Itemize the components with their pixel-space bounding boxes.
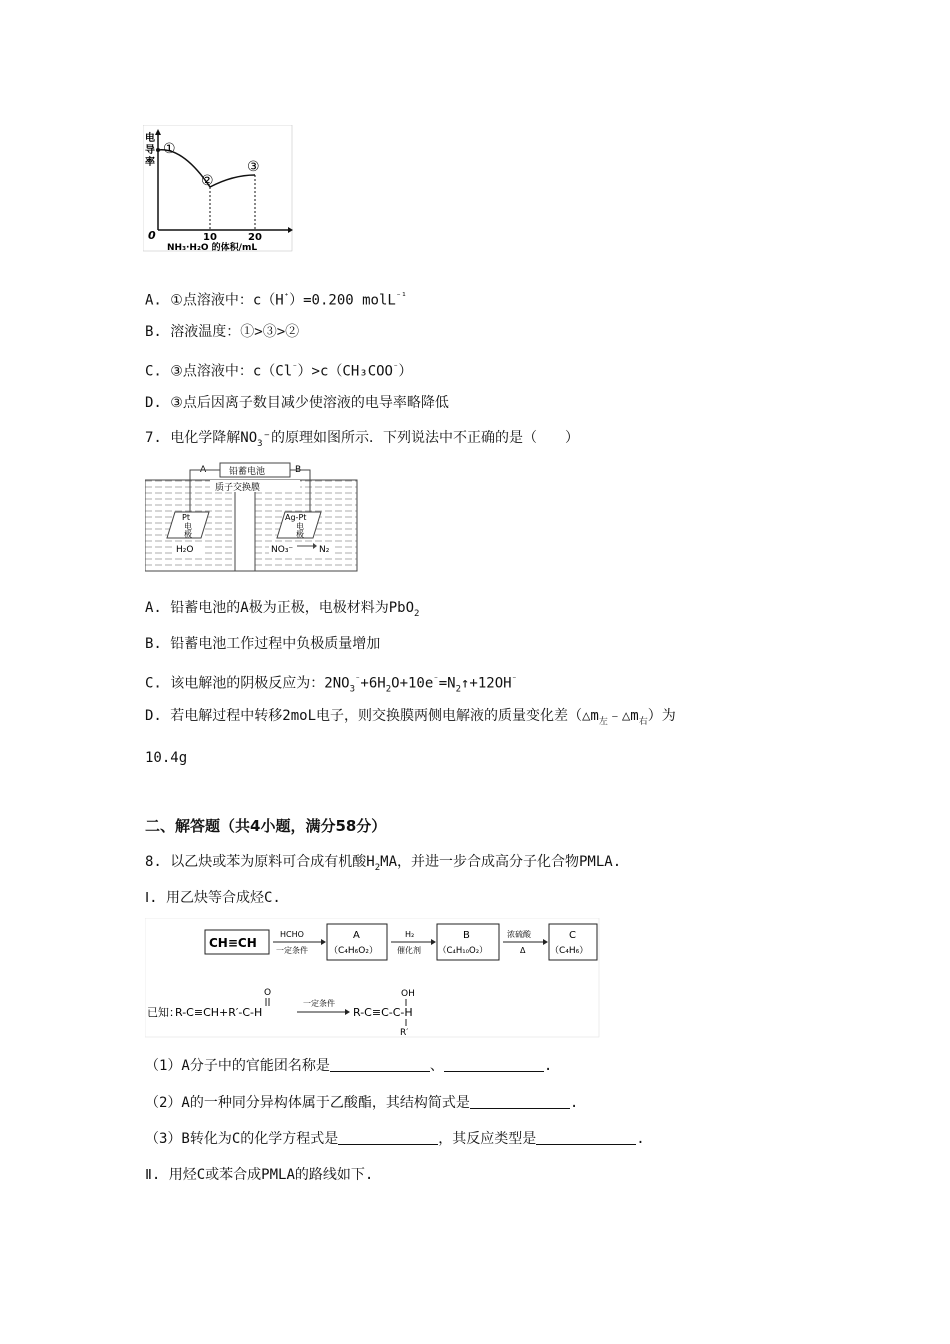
answer-blank[interactable] <box>330 1057 430 1072</box>
section-2-title: 二、解答题（共4小题，满分58分） <box>145 817 387 835</box>
agpt-electrode-label: Ag-Pt <box>285 513 307 522</box>
known-r-prime: R′ <box>400 1028 409 1038</box>
conductivity-figure <box>143 125 293 252</box>
terminal-b-label: B <box>295 465 302 475</box>
known-oh: OH <box>401 989 415 999</box>
x-tick-10: 10 <box>203 232 217 243</box>
q7-option-c: C. 该电解池的阴极反应为：$2NO_3^{^-}+6H_2O+10e^{^-}=N_2↑+12OH^{^-}$ <box>145 675 517 695</box>
electrolysis-figure <box>145 460 358 572</box>
n2-label: N₂ <box>319 545 330 555</box>
agpt-electrode-label-2: 电 <box>296 522 304 531</box>
no3-label: NO₃⁻ <box>271 545 294 555</box>
q8-part2: Ⅱ. 用烃C或苯合成PMLA的路线如下. <box>145 1167 374 1183</box>
step1-reagent: HCHO <box>280 930 304 939</box>
point-label-1: ① <box>163 141 176 157</box>
box-a-label: A <box>353 930 360 941</box>
box-c-label: C <box>569 930 576 941</box>
known-condition: 一定条件 <box>303 999 335 1008</box>
q7-option-b: B. 铅蓄电池工作过程中负极质量增加 <box>145 636 381 652</box>
q8-sub1: （1）A分子中的官能团名称是 、 . <box>145 1058 553 1074</box>
answer-blank[interactable] <box>338 1130 438 1145</box>
answer-blank[interactable] <box>444 1057 544 1072</box>
step1-condition: 一定条件 <box>276 946 308 955</box>
box-b-label: B <box>463 930 470 941</box>
q7-option-d-cont: 10.4g <box>145 750 188 766</box>
box-c-formula: （C₄H₆） <box>550 946 589 956</box>
q7-stem: 7. 电化学降解$NO_3^-$的原理如图所示．下列说法中不正确的是（ ） <box>145 430 580 449</box>
q6-option-a: A. ①点溶液中：c（H⁺）=0.200 molL$^{^{-1}}$ <box>145 292 407 309</box>
q6-option-d: D. ③点后因离子数目减少使溶液的电导率略降低 <box>145 395 449 411</box>
terminal-a-label: A <box>200 465 207 475</box>
battery-label: 铅蓄电池 <box>229 467 266 477</box>
origin-label: 0 <box>148 229 156 242</box>
known-carbonyl-o: O <box>264 988 272 998</box>
box-b-formula: （C₄H₁₀O₂） <box>438 946 488 956</box>
q6-option-b: B. 溶液温度：①>③>② <box>145 324 300 340</box>
x-tick-20: 20 <box>248 232 262 243</box>
pt-electrode-label-3: 极 <box>184 530 192 539</box>
y-axis-label-3: 率 <box>145 157 155 168</box>
known-label: 已知： <box>147 1006 180 1019</box>
q6-option-c: C. ③点溶液中：c（Cl⁻）>c（CH₃COO⁻） <box>145 363 413 380</box>
pt-electrode-label-2: 电 <box>184 522 192 531</box>
x-axis-label: NH₃·H₂O 的体积/mL <box>167 243 258 252</box>
q7-option-d: D. 若电解过程中转移2moL电子，则交换膜两侧电解液的质量变化差$(\triangle m_左﹣\triangle m_右)$为 <box>145 708 676 727</box>
q8-part1: Ⅰ. 用乙炔等合成烃C. <box>145 890 281 906</box>
step2-reagent: H₂ <box>405 930 415 939</box>
known-product: R-C≡C-C-H <box>353 1006 413 1019</box>
answer-blank[interactable] <box>470 1094 570 1109</box>
step3-reagent: 浓硫酸 <box>507 930 531 939</box>
agpt-electrode-label-3: 极 <box>296 530 304 539</box>
step3-condition: Δ <box>520 946 526 955</box>
box-a-formula: （C₄H₆O₂） <box>329 946 378 956</box>
h2o-label: H₂O <box>176 545 194 555</box>
q7-option-a: A. 铅蓄电池的A极为正极，电极材料为PbO$_2$ <box>145 600 420 619</box>
q8-sub2: （2）A的一种同分异构体属于乙酸酯，其结构简式是 . <box>145 1095 579 1111</box>
membrane-label: 质子交换膜 <box>215 483 261 493</box>
synthesis-scheme <box>145 918 600 1038</box>
y-axis-label-1: 电 <box>145 133 155 144</box>
q8-sub3: （3）B转化为C的化学方程式是 ，其反应类型是 . <box>145 1131 645 1147</box>
point-label-3: ③ <box>247 159 260 175</box>
q8-stem: 8. 以乙炔或苯为原料可合成有机酸$H_2MA$，并进一步合成高分子化合物PMLA. <box>145 854 622 873</box>
answer-blank[interactable] <box>536 1130 636 1145</box>
point-label-2: ② <box>201 173 214 189</box>
step2-condition: 催化剂 <box>397 946 421 955</box>
start-compound: CH≡CH <box>209 936 257 950</box>
y-axis-label-2: 导 <box>145 145 155 156</box>
known-reactants: R-C≡CH+R′-C-H <box>175 1006 263 1019</box>
pt-electrode-label: Pt <box>182 513 190 522</box>
